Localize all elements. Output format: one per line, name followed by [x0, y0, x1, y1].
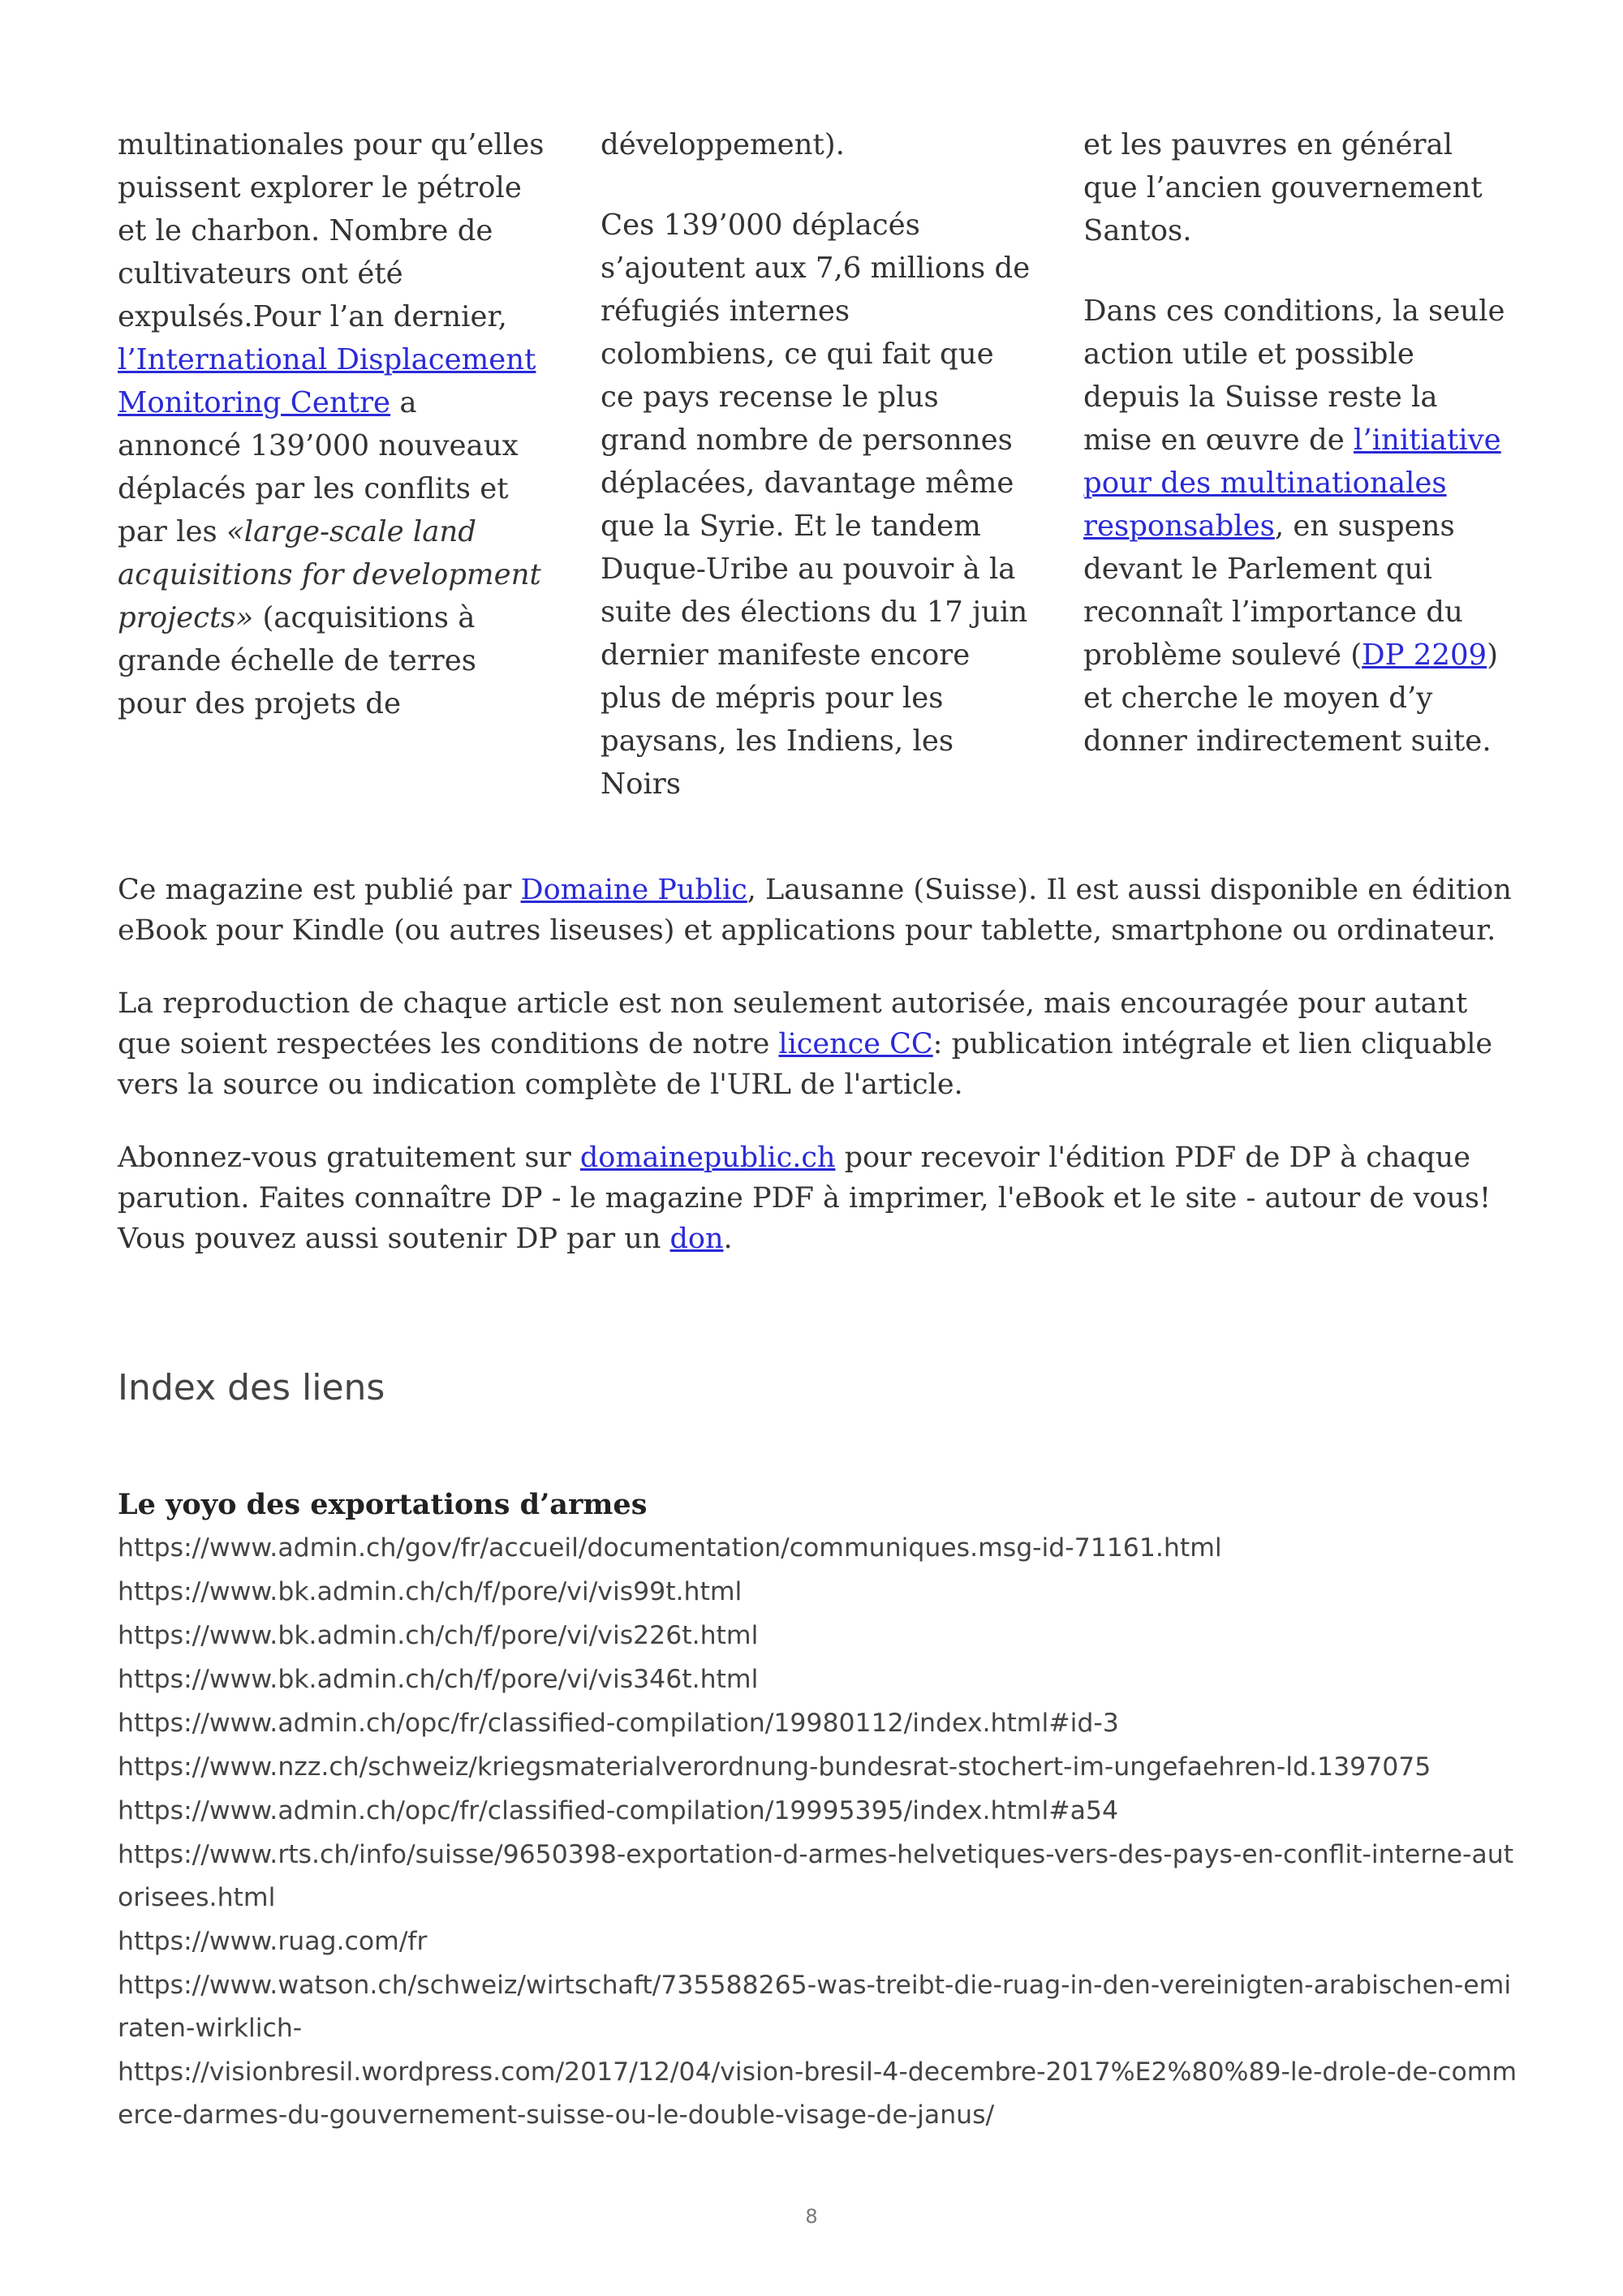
index-link[interactable]: https://www.bk.admin.ch/ch/f/pore/vi/vis99t.html	[118, 1577, 743, 1606]
index-link[interactable]: https://www.watson.ch/schweiz/wirtschaft/735588265-was-treibt-die-ruag-in-den-vereinigten-arabischen-emiraten-wirklich-	[118, 1971, 1512, 2043]
text-span: ) et cherche le moyen d’y donner indirectement suite.	[1083, 638, 1498, 758]
text-span: Abonnez-vous gratuitement sur	[118, 1142, 580, 1174]
index-link[interactable]: https://www.ruag.com/fr	[118, 1927, 428, 1956]
idmc-link[interactable]: l’International Displacement Monitoring Centre	[118, 343, 536, 419]
footer-paragraph-1	[118, 870, 1518, 951]
column-2-paragraph-1: développement).	[601, 128, 845, 161]
don-link[interactable]: don	[669, 1223, 724, 1255]
text-span: .	[723, 1223, 733, 1255]
index-section	[118, 1485, 1522, 2138]
column-1	[118, 123, 548, 806]
index-link[interactable]: https://www.admin.ch/opc/fr/classified-compilation/19995395/index.html#a54	[118, 1796, 1119, 1825]
domainepublic-link[interactable]: domainepublic.ch	[579, 1142, 836, 1174]
text-span: Dans ces conditions, la seule action utile et possible depuis la Suisse reste la mise en œuvre de	[1083, 295, 1505, 457]
publisher-footer	[118, 870, 1518, 1292]
index-link[interactable]: https://www.admin.ch/gov/fr/accueil/documentation/communiques.msg-id-71161.html	[118, 1533, 1222, 1563]
index-title: Index des liens	[118, 1367, 385, 1408]
column-2-paragraph-2: Ces 139’000 déplacés s’ajoutent aux 7,6 millions de réfugiés internes colombiens, ce qui fait que ce pays recense le plus grand nombre de personnes déplacées, davantage même que la Syrie. Et le tandem Duque-Uribe au pouvoir à la suite des élections du 17 juin dernier manifeste encore plus de mépris pour les paysans, les Indiens, les Noirs	[601, 209, 1031, 801]
text-span: La reproduction de chaque article est non seulement autorisée, mais encouragée pour autant que soient respectées les conditions de notre	[118, 987, 1468, 1060]
index-link-list	[118, 1527, 1522, 2137]
text-span: Ce magazine est publié par	[118, 874, 521, 906]
index-link[interactable]: https://visionbresil.wordpress.com/2017/12/04/vision-bresil-4-decembre-2017%E2%80%89-le-drole-de-commerce-darmes-du-gouvernement-suisse-ou-le-double-visage-de-janus/	[118, 2057, 1518, 2130]
footer-paragraph-2	[118, 983, 1518, 1105]
text-span: pour recevoir l'édition PDF de DP à chaque parution. Faites connaître DP - le magazine PDF à imprimer, l'eBook et le site - autour de vous! Vous pouvez aussi soutenir DP par un	[118, 1142, 1492, 1255]
column-1-paragraph	[118, 123, 548, 725]
column-3-paragraph-2	[1083, 290, 1513, 763]
column-3	[1083, 123, 1513, 806]
index-link[interactable]: https://www.nzz.ch/schweiz/kriegsmaterialverordnung-bundesrat-stochert-im-ungefaehren-ld.1397075	[118, 1752, 1431, 1782]
index-link[interactable]: https://www.admin.ch/opc/fr/classified-compilation/19980112/index.html#id-3	[118, 1709, 1119, 1738]
article-columns	[118, 123, 1513, 806]
text-span: multinationales pour qu’elles puissent explorer le pétrole et le charbon. Nombre de cultivateurs ont été expulsés.Pour l’an dernier,	[118, 128, 545, 333]
text-span: : publication intégrale et lien cliquable vers la source ou indication complète de l'URL de l'article.	[118, 1028, 1493, 1101]
initiative-link[interactable]: l’initiative pour des multinationales responsables	[1083, 424, 1501, 543]
column-2	[601, 123, 1031, 806]
page-number: 8	[805, 2205, 818, 2228]
index-link[interactable]: https://www.bk.admin.ch/ch/f/pore/vi/vis226t.html	[118, 1621, 759, 1650]
domaine-public-link[interactable]: Domaine Public	[520, 874, 747, 906]
index-link[interactable]: https://www.bk.admin.ch/ch/f/pore/vi/vis346t.html	[118, 1665, 759, 1694]
text-span: (acquisitions à grande échelle de terres pour des projets de	[118, 601, 476, 720]
quote-text: «large-scale land acquisitions for development projects»	[118, 515, 541, 634]
footer-paragraph-3	[118, 1137, 1518, 1259]
text-span: , Lausanne (Suisse). Il est aussi disponible en édition eBook pour Kindle (ou autres liseuses) et applications pour tablette, smartphone ou ordinateur.	[118, 874, 1512, 947]
dp-2209-link[interactable]: DP 2209	[1362, 638, 1487, 672]
column-3-paragraph-1: et les pauvres en général que l’ancien gouvernement Santos.	[1083, 128, 1483, 247]
index-link[interactable]: https://www.rts.ch/info/suisse/9650398-exportation-d-armes-helvetiques-vers-des-pays-en-conflit-interne-autorisees.html	[118, 1840, 1514, 1912]
licence-cc-link[interactable]: licence CC	[778, 1028, 933, 1060]
text-span: , en suspens devant le Parlement qui reconnaît l’importance du problème soulevé (	[1083, 510, 1463, 672]
index-section-title: Le yoyo des exportations d’armes	[118, 1488, 648, 1521]
text-span: a annoncé 139’000 nouveaux déplacés par les conflits et par les	[118, 386, 519, 548]
